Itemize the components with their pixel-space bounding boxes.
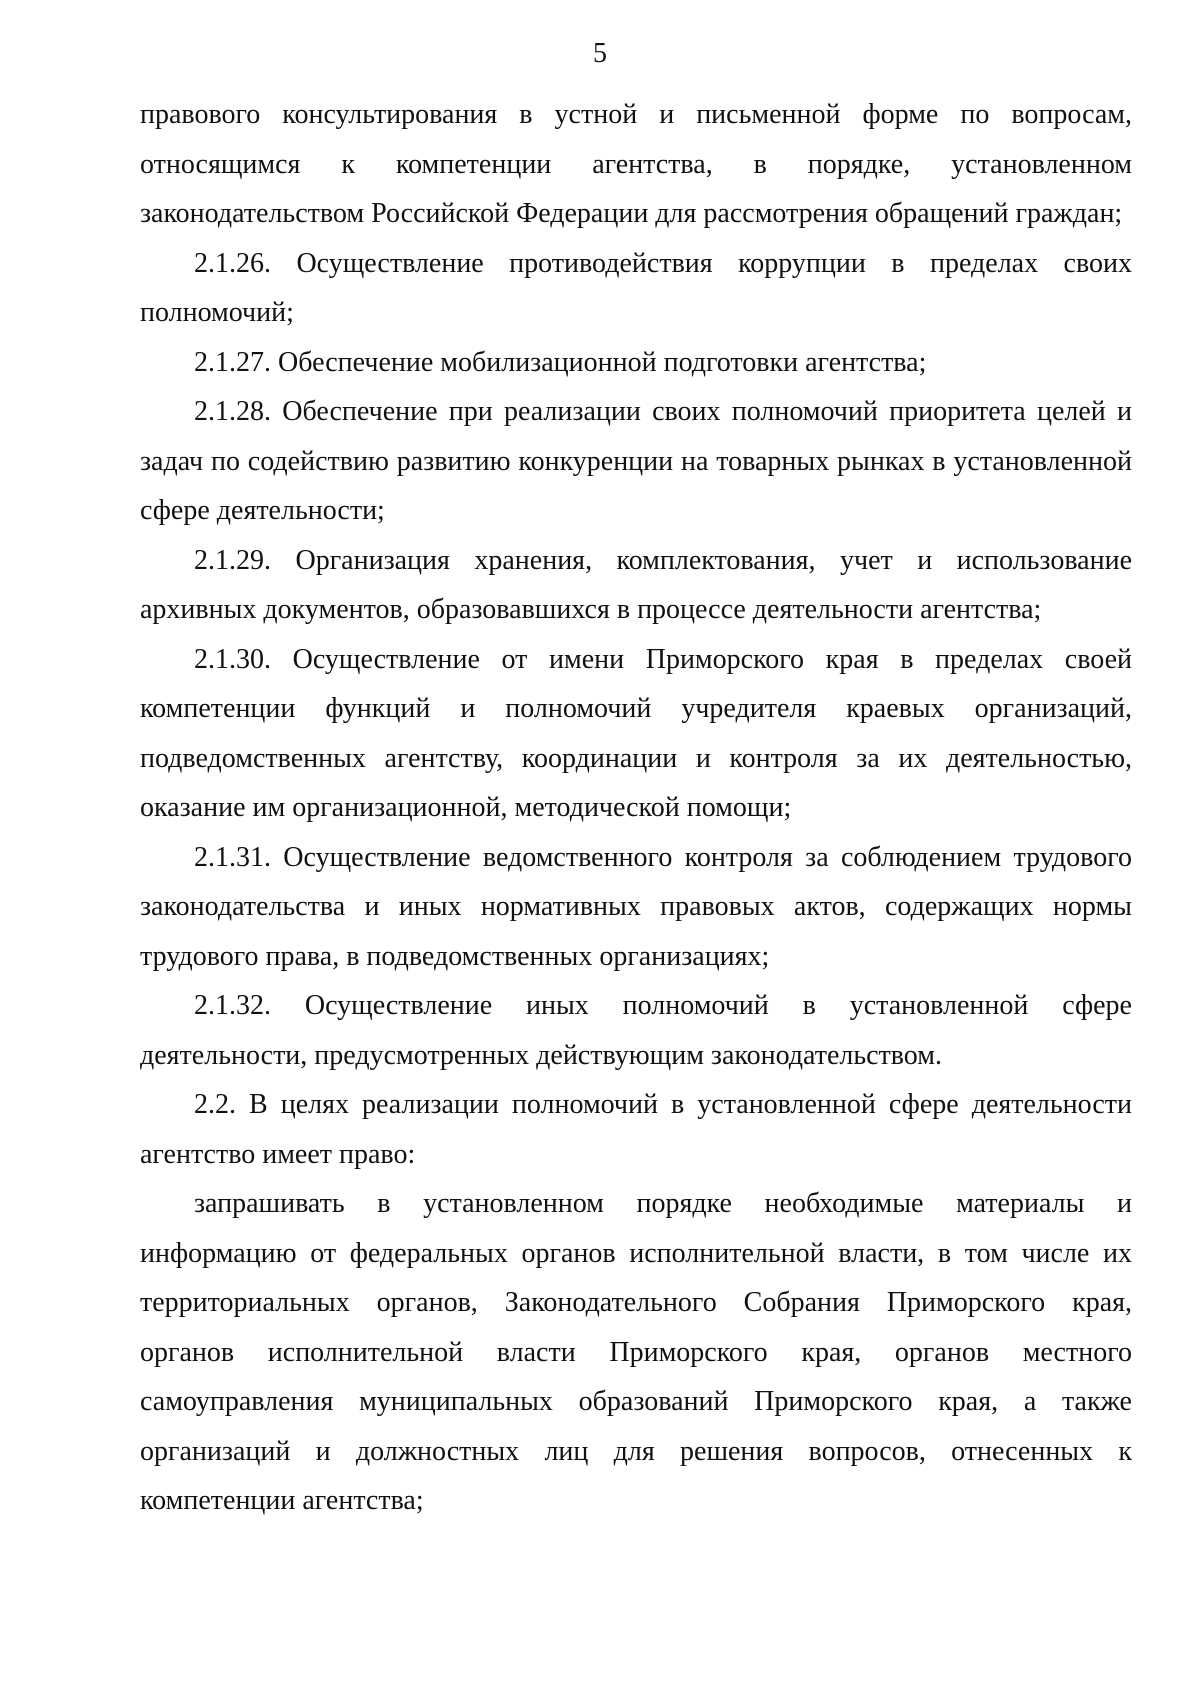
paragraph-request-rights: запрашивать в установленном порядке необходимые материалы и информацию от федеральных органов исполнительной власти, в том числе их территориальных органов, Законодательного Собрания Приморского края, органов исполнительной власти Приморского края, органов местного самоуправления муниципальных образований Приморского края, а также организаций и должностных лиц для решения вопросов, отнесенных к компетенции агентства;	[140, 1188, 1132, 1516]
paragraph-2-1-27: 2.1.27. Обеспечение мобилизационной подготовки агентства;	[194, 346, 927, 378]
paragraph-2-1-31: 2.1.31. Осуществление ведомственного контроля за соблюдением трудового законодательства и иных нормативных правовых актов, содержащих нормы трудового права, в подведомственных организациях;	[140, 841, 1132, 972]
paragraph-2-1-30: 2.1.30. Осуществление от имени Приморского края в пределах своей компетенции функций и полномочий учредителя краевых организаций, подведомственных агентству, координации и контроля за их деятельностью, оказание им организационной, методической помощи;	[140, 643, 1132, 823]
paragraph-2-1-26: 2.1.26. Осуществление противодействия коррупции в пределах своих полномочий;	[140, 247, 1132, 328]
paragraph-continuation: правового консультирования в устной и письменной форме по вопросам, относящимся к компетенции агентства, в порядке, установленном законодательством Российской Федерации для рассмотрения обращений граждан;	[140, 99, 1132, 229]
paragraph-2-1-28: 2.1.28. Обеспечение при реализации своих полномочий приоритета целей и задач по содействию развитию конкуренции на товарных рынках в установленной сфере деятельности;	[140, 396, 1132, 526]
page-number: 5	[593, 38, 607, 69]
paragraph-2-1-29: 2.1.29. Организация хранения, комплектования, учет и использование архивных документов, образовавшихся в процессе деятельности агентства;	[140, 544, 1132, 625]
paragraph-2-1-32: 2.1.32. Осуществление иных полномочий в установленной сфере деятельности, предусмотренных действующим законодательством.	[140, 990, 1132, 1071]
document-body	[140, 90, 1132, 1526]
paragraph-2-2: 2.2. В целях реализации полномочий в установленной сфере деятельности агентство имеет право:	[140, 1089, 1132, 1170]
